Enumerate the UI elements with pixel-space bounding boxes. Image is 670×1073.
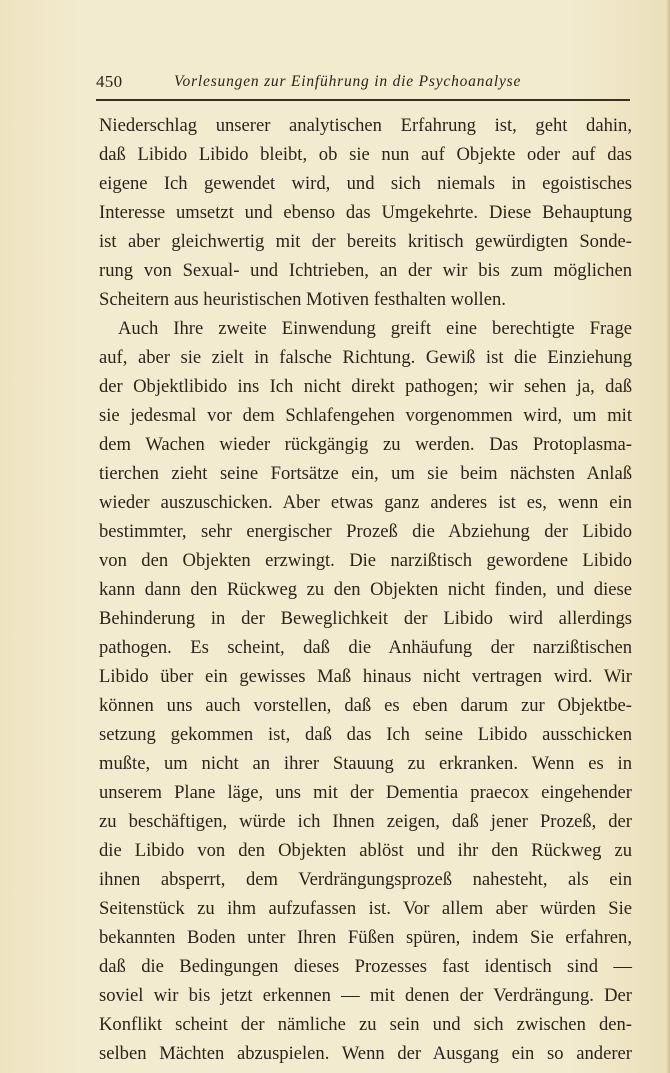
text-line: Scheitern aus heuristischen Motiven festhalten wollen. [99, 289, 506, 310]
text-line: sie jedesmal vor dem Schlafengehen vorgenommen wird, um mit [99, 405, 632, 426]
text-line: wieder auszuschicken. Aber etwas ganz anderes ist es, wenn ein [99, 492, 632, 513]
running-head: Vorlesungen zur Einführung in die Psychoanalyse [174, 73, 522, 90]
text-line: soviel wir bis jetzt erkennen — mit denen der Verdrängung. Der [99, 985, 632, 1006]
text-line: bestimmter, sehr energischer Prozeß die Abziehung der Libido [99, 521, 632, 542]
text-line: Auch Ihre zweite Einwendung greift eine berechtigte Frage [118, 318, 632, 339]
text-line: bekannten Boden unter Ihren Füßen spüren, indem Sie erfahren, [99, 927, 632, 948]
page-edge-shadow [666, 0, 670, 1073]
text-line: rung von Sexual- und Ichtrieben, an der wir bis zum möglichen [99, 260, 632, 281]
page-number: 450 [96, 72, 123, 91]
text-line: dem Wachen wieder rückgängig zu werden. Das Protoplasma- [99, 434, 632, 455]
page-header [96, 70, 630, 98]
text-line: auf, aber sie zielt in falsche Richtung. Gewiß ist die Einziehung [99, 347, 632, 368]
text-line: der Objektlibido ins Ich nicht direkt pathogen; wir sehen ja, daß [99, 376, 632, 397]
text-line: Libido über ein gewisses Maß hinaus nicht vertragen wird. Wir [99, 666, 632, 687]
text-line: mußte, um nicht an ihrer Stauung zu erkranken. Wenn es in [99, 753, 632, 774]
text-line: von den Objekten erzwingt. Die narzißtisch gewordene Libido [99, 550, 632, 571]
text-line: ist aber gleichwertig mit der bereits kritisch gewürdigten Sonde- [99, 231, 632, 252]
text-line: ihnen absperrt, dem Verdrängungsprozeß nahesteht, als ein [99, 869, 632, 890]
text-line: Konflikt scheint der nämliche zu sein und sich zwischen den- [99, 1014, 632, 1035]
text-line: pathogen. Es scheint, daß die Anhäufung der narzißtischen [99, 637, 632, 658]
text-line: daß Libido Libido bleibt, ob sie nun auf Objekte oder auf das [99, 144, 632, 165]
text-line: Niederschlag unserer analytischen Erfahrung ist, geht dahin, [99, 115, 632, 136]
text-line: Behinderung in der Beweglichkeit der Libido wird allerdings [99, 608, 632, 629]
text-line: Interesse umsetzt und ebenso das Umgekehrte. Diese Behauptung [99, 202, 632, 223]
text-line: kann dann den Rückweg zu den Objekten nicht finden, und diese [99, 579, 632, 600]
text-line: zu beschäftigen, würde ich Ihnen zeigen, daß jener Prozeß, der [99, 811, 632, 832]
text-line: die Libido von den Objekten ablöst und ihr den Rückweg zu [99, 840, 632, 861]
text-line: tierchen zieht seine Fortsätze ein, um sie beim nächsten Anlaß [99, 463, 632, 484]
text-line: unserem Plane läge, uns mit der Dementia praecox eingehender [99, 782, 632, 803]
text-line: Seitenstück zu ihm aufzufassen ist. Vor allem aber würden Sie [99, 898, 632, 919]
text-line: eigene Ich gewendet wird, und sich niemals in egoistisches [99, 173, 632, 194]
text-line: daß die Bedingungen dieses Prozesses fast identisch sind — [99, 956, 632, 977]
text-line: selben Mächten abzuspielen. Wenn der Ausgang ein so anderer [99, 1043, 632, 1064]
text-line: setzung gekommen ist, daß das Ich seine Libido ausschicken [99, 724, 632, 745]
header-rule [96, 99, 630, 101]
text-line: können uns auch vorstellen, daß es eben darum zur Objektbe- [99, 695, 632, 716]
